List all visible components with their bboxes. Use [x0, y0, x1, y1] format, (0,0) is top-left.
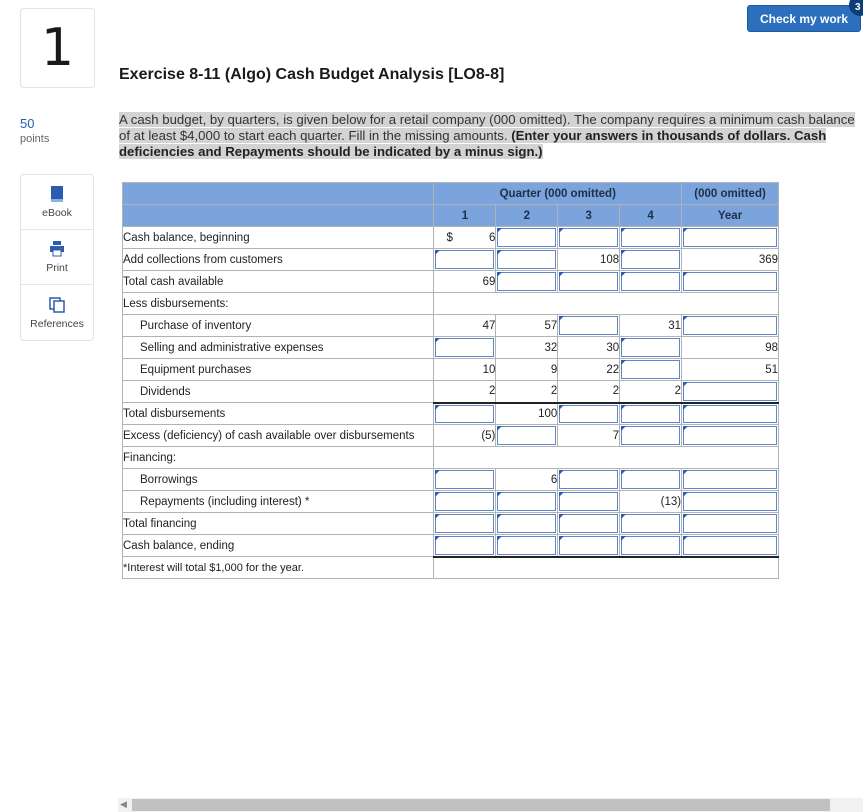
- answer-input-field[interactable]: [497, 536, 556, 555]
- answer-input-field[interactable]: [621, 514, 680, 533]
- given-value: [558, 359, 620, 381]
- table-row: [123, 535, 779, 557]
- cell-value: (5): [481, 429, 496, 442]
- given-value: [434, 227, 496, 249]
- answer-input-field[interactable]: [683, 492, 777, 511]
- references-icon: [48, 296, 66, 314]
- answer-input-field[interactable]: [683, 514, 777, 533]
- row-label: Repayments (including interest) *: [123, 491, 434, 513]
- answer-input-field[interactable]: [497, 228, 556, 247]
- answer-input[interactable]: [434, 535, 496, 557]
- answer-input-field[interactable]: [559, 228, 618, 247]
- answer-input-field[interactable]: [621, 405, 680, 424]
- answer-input[interactable]: [434, 403, 496, 425]
- answer-input-field[interactable]: [621, 536, 680, 555]
- answer-input-field[interactable]: [559, 536, 618, 555]
- row-label: Excess (deficiency) of cash available over disbursements: [123, 425, 434, 447]
- answer-input[interactable]: [682, 381, 779, 403]
- answer-input[interactable]: [682, 271, 779, 293]
- answer-input[interactable]: [496, 535, 558, 557]
- given-value: [434, 425, 496, 447]
- row-label: Financing:: [123, 447, 434, 469]
- answer-input[interactable]: [620, 513, 682, 535]
- cash-budget-table: [122, 182, 779, 579]
- table-subheader-row: [123, 205, 779, 227]
- quarter-3-header: 3: [558, 205, 620, 227]
- row-label: Total cash available: [123, 271, 434, 293]
- sidebar-item-ebook[interactable]: [21, 175, 93, 230]
- given-value: [496, 315, 558, 337]
- answer-input[interactable]: [496, 227, 558, 249]
- cell-value: 369: [758, 253, 778, 266]
- answer-input-field[interactable]: [435, 470, 494, 489]
- answer-input-field[interactable]: [559, 272, 618, 291]
- answer-input[interactable]: [682, 513, 779, 535]
- check-my-work-button[interactable]: Check my work: [747, 5, 861, 32]
- row-label: Total disbursements: [123, 403, 434, 425]
- answer-input[interactable]: [620, 227, 682, 249]
- answer-input[interactable]: [558, 227, 620, 249]
- answer-input[interactable]: [620, 249, 682, 271]
- cell-value: 31: [668, 319, 682, 332]
- scrollbar-thumb[interactable]: [132, 799, 830, 811]
- table-row: [123, 293, 779, 315]
- given-value: [620, 491, 682, 513]
- points-label: points: [20, 133, 50, 145]
- resource-sidebar: [20, 174, 94, 341]
- answer-input-field[interactable]: [683, 382, 777, 401]
- row-label: Dividends: [123, 381, 434, 403]
- answer-input[interactable]: [496, 491, 558, 513]
- quarter-1-header: 1: [434, 205, 496, 227]
- cell-value: 7: [612, 429, 620, 442]
- answer-input-field[interactable]: [435, 514, 494, 533]
- printer-icon: [48, 240, 66, 258]
- answer-input[interactable]: [558, 271, 620, 293]
- table-row: [123, 425, 779, 447]
- answer-input-field[interactable]: [683, 426, 777, 445]
- points-value: 50: [20, 116, 35, 131]
- answer-input-field[interactable]: [683, 405, 777, 424]
- answer-input[interactable]: [434, 249, 496, 271]
- answer-input[interactable]: [496, 513, 558, 535]
- answer-input[interactable]: [558, 469, 620, 491]
- sidebar-item-print[interactable]: [21, 230, 93, 285]
- currency-symbol: $: [446, 231, 453, 244]
- given-value: [434, 359, 496, 381]
- answer-input-field[interactable]: [621, 360, 680, 379]
- row-label: Cash balance, ending: [123, 535, 434, 557]
- answer-input[interactable]: [682, 403, 779, 425]
- table-row: [123, 403, 779, 425]
- answer-input-field[interactable]: [683, 316, 777, 335]
- row-label: Total financing: [123, 513, 434, 535]
- table-row: [123, 491, 779, 513]
- table-header-row: [123, 183, 779, 205]
- answer-input[interactable]: [434, 469, 496, 491]
- row-label: Selling and administrative expenses: [123, 337, 434, 359]
- cell-value: (13): [660, 495, 682, 508]
- cell-value: 57: [544, 319, 558, 332]
- table-row: [123, 381, 779, 403]
- quarter-2-header: 2: [496, 205, 558, 227]
- given-value: [620, 315, 682, 337]
- answer-input[interactable]: [558, 513, 620, 535]
- answer-input-field[interactable]: [497, 426, 556, 445]
- footnote-row: [123, 557, 779, 579]
- cell-value: 100: [538, 407, 558, 420]
- answer-input[interactable]: [558, 491, 620, 513]
- prompt-instructions: (Enter your answers in thousands of dollars. Cash deficiencies and Repayments should be indicated by a minus sign.): [119, 128, 827, 159]
- prompt-text: A cash budget, by quarters, is given below for a retail company (000 omitted). The company requires a minimum cash balance of at least $4,000 to start each quarter. Fill in the missing amounts.: [119, 112, 855, 143]
- points-display: [20, 116, 49, 145]
- answer-input[interactable]: [558, 315, 620, 337]
- given-value: [558, 337, 620, 359]
- cell-value: 9: [550, 363, 558, 376]
- book-icon: [48, 185, 66, 203]
- answer-input-field[interactable]: [559, 470, 618, 489]
- answer-input-field[interactable]: [559, 405, 618, 424]
- horizontal-scrollbar[interactable]: [118, 798, 863, 812]
- answer-input-field[interactable]: [621, 338, 680, 357]
- scroll-left-icon[interactable]: ◀: [120, 799, 127, 809]
- answer-input-field[interactable]: [559, 316, 618, 335]
- given-value: [434, 315, 496, 337]
- table-row: [123, 359, 779, 381]
- question-number: 1: [20, 8, 95, 88]
- answer-input[interactable]: [682, 535, 779, 557]
- given-value: [620, 381, 682, 403]
- table-row: [123, 447, 779, 469]
- answer-input[interactable]: [434, 337, 496, 359]
- cell-value: 22: [606, 363, 620, 376]
- answer-input[interactable]: [620, 403, 682, 425]
- given-value: [558, 381, 620, 403]
- exercise-title: Exercise 8-11 (Algo) Cash Budget Analysis [LO8-8]: [119, 66, 505, 83]
- answer-input-field[interactable]: [621, 470, 680, 489]
- given-value: [434, 381, 496, 403]
- answer-input[interactable]: [496, 249, 558, 271]
- table-row: [123, 249, 779, 271]
- answer-input-field[interactable]: [559, 514, 618, 533]
- answer-input[interactable]: [620, 271, 682, 293]
- answer-input[interactable]: [620, 337, 682, 359]
- cell-value: 2: [488, 385, 496, 398]
- answer-input[interactable]: [682, 491, 779, 513]
- cell-value: 2: [674, 385, 682, 398]
- answer-input[interactable]: [434, 513, 496, 535]
- answer-input[interactable]: [434, 491, 496, 513]
- answer-input-field[interactable]: [497, 514, 556, 533]
- answer-input[interactable]: [682, 227, 779, 249]
- row-label: Less disbursements:: [123, 293, 434, 315]
- row-label: Equipment purchases: [123, 359, 434, 381]
- given-value: [496, 403, 558, 425]
- cell-value: 30: [606, 341, 620, 354]
- answer-input[interactable]: [682, 315, 779, 337]
- answer-input-field[interactable]: [683, 272, 777, 291]
- cell-value: 2: [612, 385, 620, 398]
- year-column-header: Year: [682, 205, 779, 227]
- answer-input[interactable]: [558, 403, 620, 425]
- sidebar-item-label: References: [30, 317, 84, 330]
- answer-input[interactable]: [496, 425, 558, 447]
- table-row: [123, 469, 779, 491]
- given-value: [496, 337, 558, 359]
- answer-input[interactable]: [620, 359, 682, 381]
- answer-input-field[interactable]: [621, 426, 680, 445]
- cell-value: 2: [550, 385, 558, 398]
- answer-input[interactable]: [682, 425, 779, 447]
- answer-input-field[interactable]: [621, 272, 680, 291]
- answer-input[interactable]: [682, 469, 779, 491]
- cell-value: 69: [482, 275, 496, 288]
- answer-input-field[interactable]: [559, 492, 618, 511]
- row-label: Add collections from customers: [123, 249, 434, 271]
- question-prompt: [119, 112, 863, 160]
- given-value: [496, 359, 558, 381]
- cell-value: 98: [765, 341, 778, 354]
- cell-value: 6: [488, 231, 496, 244]
- given-value: [682, 249, 779, 271]
- table-row: [123, 271, 779, 293]
- cell-value: 32: [544, 341, 558, 354]
- cell-value: 47: [482, 319, 496, 332]
- given-value: [496, 381, 558, 403]
- answer-input-field[interactable]: [683, 228, 777, 247]
- answer-input-field[interactable]: [621, 250, 680, 269]
- row-label: Cash balance, beginning: [123, 227, 434, 249]
- answer-input-field[interactable]: [497, 250, 556, 269]
- answer-input-field[interactable]: [683, 470, 777, 489]
- answer-input-field[interactable]: [683, 536, 777, 555]
- footnote: *Interest will total $1,000 for the year.: [123, 557, 434, 579]
- answer-input-field[interactable]: [435, 405, 494, 424]
- answer-input-field[interactable]: [497, 492, 556, 511]
- quarter-header: Quarter (000 omitted): [434, 183, 682, 205]
- year-header: (000 omitted): [682, 183, 779, 205]
- given-value: [496, 469, 558, 491]
- table-row: [123, 315, 779, 337]
- given-value: [558, 425, 620, 447]
- corner-badge[interactable]: 3: [849, 0, 863, 16]
- table-row: [123, 337, 779, 359]
- answer-input[interactable]: [558, 535, 620, 557]
- answer-input-field[interactable]: [621, 228, 680, 247]
- given-value: [682, 359, 779, 381]
- given-value: [434, 271, 496, 293]
- given-value: [682, 337, 779, 359]
- answer-input-field[interactable]: [497, 272, 556, 291]
- row-label: Borrowings: [123, 469, 434, 491]
- given-value: [558, 249, 620, 271]
- quarter-4-header: 4: [620, 205, 682, 227]
- table-row: [123, 513, 779, 535]
- sidebar-item-label: Print: [46, 262, 68, 274]
- cell-value: 51: [765, 363, 778, 376]
- answer-input[interactable]: [620, 469, 682, 491]
- cell-value: 6: [550, 473, 558, 486]
- answer-input-field[interactable]: [435, 250, 494, 269]
- answer-input[interactable]: [620, 425, 682, 447]
- answer-input-field[interactable]: [435, 492, 494, 511]
- answer-input[interactable]: [496, 271, 558, 293]
- cell-value: 10: [482, 363, 496, 376]
- answer-input[interactable]: [620, 535, 682, 557]
- table-row: [123, 227, 779, 249]
- answer-input-field[interactable]: [435, 338, 494, 357]
- answer-input-field[interactable]: [435, 536, 494, 555]
- cell-value: 108: [599, 253, 620, 266]
- sidebar-item-references[interactable]: [21, 285, 93, 340]
- row-label: Purchase of inventory: [123, 315, 434, 337]
- sidebar-item-label: eBook: [42, 207, 72, 219]
